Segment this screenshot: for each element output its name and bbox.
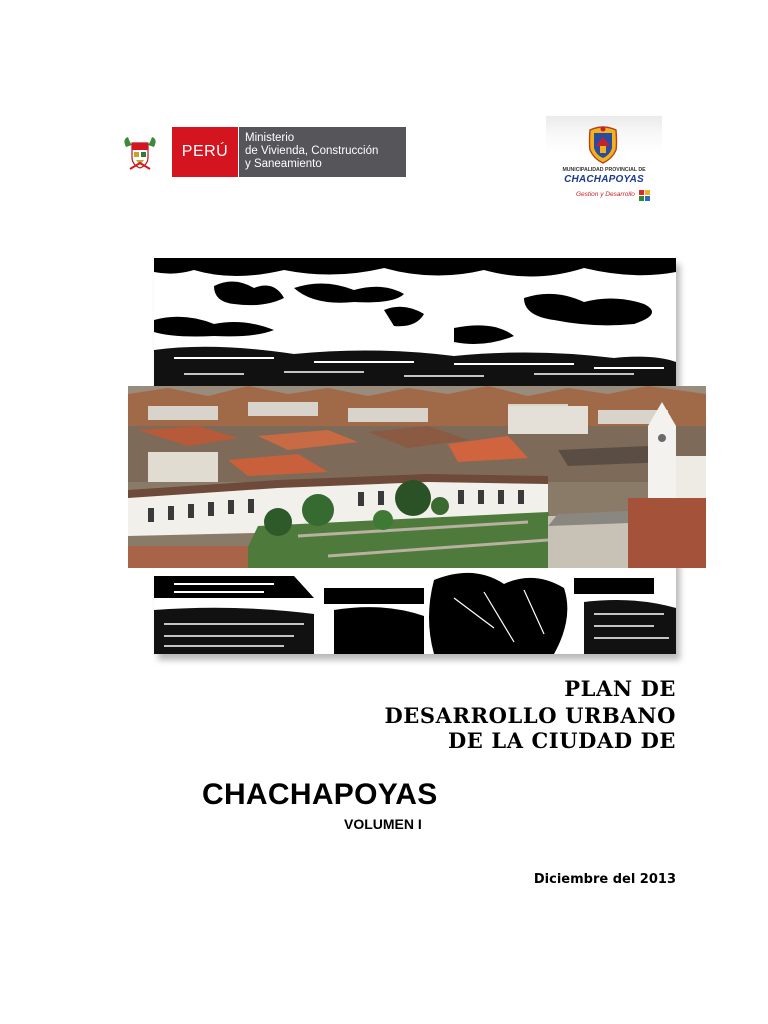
municipal-crest-icon [586,124,620,164]
ministry-line: y Saneamiento [245,158,322,170]
cover-photo-collage [128,258,708,658]
municipality-logo [546,116,662,208]
coat-of-arms-icon [120,133,160,173]
ministry-name [238,127,406,177]
municipality-label: MUNICIPALIDAD PROVINCIAL DE [562,167,646,173]
ministry-line: Ministerio [245,132,295,144]
city-name: CHACHAPOYAS [202,778,438,811]
title-line: DESARROLLO URBANO [384,703,676,728]
peru-label: PERÚ [172,127,238,177]
title-line: DE LA CIUDAD DE [448,728,676,753]
title-line: PLAN DE [564,676,676,701]
ministry-logo [120,127,406,179]
ministry-line: de Vivienda, Construcción [245,145,379,157]
municipality-name: CHACHAPOYAS [564,174,644,185]
volume-label: VOLUMEN I [344,816,422,832]
publication-date: Diciembre del 2013 [533,872,676,887]
slogan-mark-icon [638,189,652,203]
city-color-photo [128,386,706,568]
municipality-slogan: Gestion y Desarrollo [576,191,635,198]
